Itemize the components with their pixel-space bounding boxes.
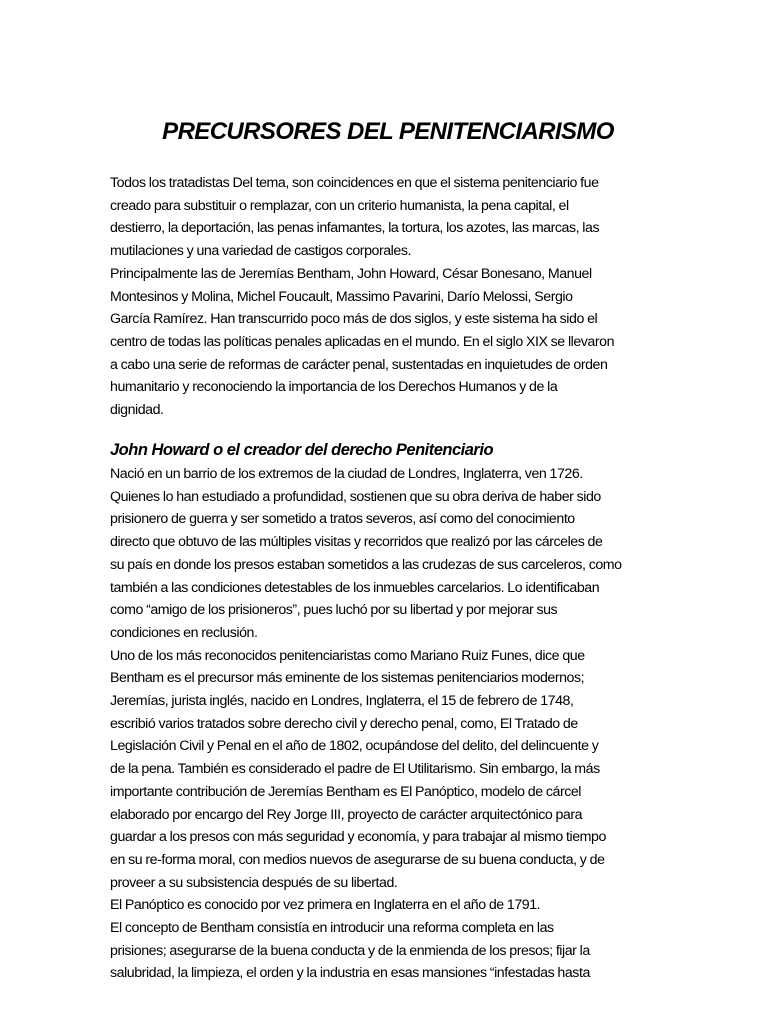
text-line: prisionero de guerra y ser sometido a tratos severos, así como del conocimiento [110,511,575,528]
text-line: como “amigo de los prisioneros”, pues luchó por su libertad y por mejorar sus [110,602,558,619]
text-line: mutilaciones y una variedad de castigos corporales. [110,243,411,260]
text-line: Todos los tratadistas Del tema, son coincidences en que el sistema penitenciario fue [110,175,599,191]
text-line: escribió varios tratados sobre derecho civil y derecho penal, como, El Tratado de [110,715,578,732]
section-paragraph-3 [110,894,666,917]
text-line: humanitario y reconociendo la importancia de los Derechos Humanos y de la [110,379,558,396]
text-line: su país en donde los presos estaban sometidos a las crudezas de sus carceleros, como [110,556,622,573]
text-line: Quienes lo han estudiado a profundidad, sostienen que su obra deriva de haber sido [110,488,601,505]
text-line: guardar a los presos con más seguridad y economía, y para trabajar al mismo tiempo [110,829,606,846]
text-line: también a las condiciones detestables de los inmuebles carcelarios. Lo identificaban [110,579,600,596]
text-line: prisiones; asegurarse de la buena conducta y de la enmienda de los presos; fijar la [110,942,590,959]
text-line: elaborado por encargo del Rey Jorge III, proyecto de carácter arquitectónico para [110,806,583,823]
text-line: Legislación Civil y Penal en el año de 1802, ocupándose del delito, del delincuente y [110,738,599,755]
section-paragraph-4 [110,917,666,985]
section-text [110,463,666,985]
text-line: en su re-forma moral, con medios nuevos de asegurarse de su buena conducta, y de [110,851,605,868]
intro-paragraph-1 [110,172,666,263]
text-line: de la pena. También es considerado el padre de El Utilitarismo. Sin embargo, la más [110,761,600,778]
section-heading: John Howard o el creador del derecho Penitenciario [110,441,494,459]
text-line: centro de todas las políticas penales aplicadas en el mundo. En el siglo XIX se llevaron [110,333,615,350]
text-line: Uno de los más reconocidos penitenciaristas como Mariano Ruiz Funes, dice que [110,647,585,664]
document-page [110,0,666,1024]
text-line: Principalmente las de Jeremías Bentham, John Howard, César Bonesano, Manuel [110,265,592,282]
intro-text [110,172,666,422]
intro-paragraph-2 [110,263,666,422]
text-line: El Panóptico es conocido por vez primera en Inglaterra en el año de 1791. [110,897,541,914]
text-line: creado para substituir o remplazar, con un criterio humanista, la pena capital, el [110,197,569,214]
text-line: proveer a su subsistencia después de su libertad. [110,874,398,891]
section-paragraph-1 [110,463,666,645]
text-line: dignidad. [110,402,164,419]
text-line: directo que obtuvo de las múltiples visitas y recorridos que realizó por las cárceles de [110,534,603,551]
text-line: El concepto de Bentham consistía en introducir una reforma completa en las [110,920,554,937]
text-line: destierro, la deportación, las penas infamantes, la tortura, los azotes, las marcas, las [110,220,600,237]
text-line: Nació en un barrio de los extremos de la ciudad de Londres, Inglaterra, ven 1726. [110,466,583,482]
text-line: Jeremías, jurista inglés, nacido en Londres, Inglaterra, el 15 de febrero de 1748, [110,693,574,710]
section-paragraph-2 [110,645,666,895]
document-title: PRECURSORES DEL PENITENCIARISMO [162,118,614,145]
text-line: Bentham es el precursor más eminente de los sistemas penitenciarios modernos; [110,670,585,687]
text-line: salubridad, la limpieza, el orden y la industria en esas mansiones “infestadas hasta [110,965,590,982]
text-line: García Ramírez. Han transcurrido poco más de dos siglos, y este sistema ha sido el [110,311,598,328]
text-line: condiciones en reclusión. [110,624,258,641]
text-line: Montesinos y Molina, Michel Foucault, Massimo Pavarini, Darío Melossi, Sergio [110,288,573,305]
text-line: a cabo una serie de reformas de carácter penal, sustentadas en inquietudes de orden [110,356,608,373]
text-line: importante contribución de Jeremías Bentham es El Panóptico, modelo de cárcel [110,783,582,800]
